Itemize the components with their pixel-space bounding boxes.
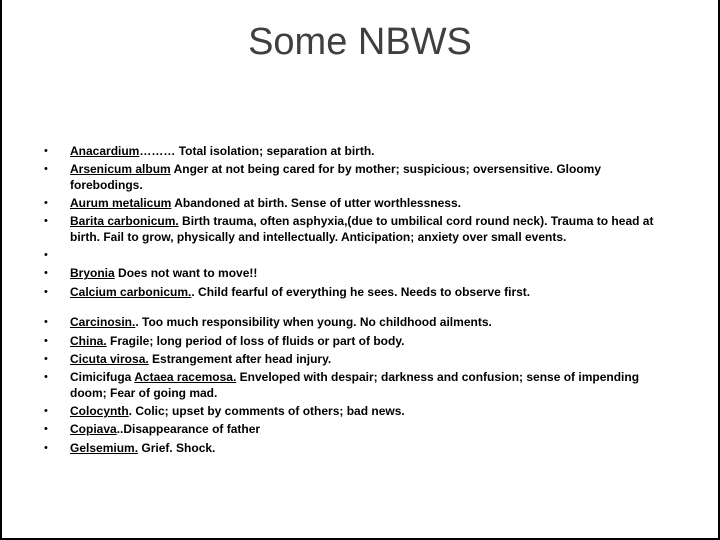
remedy-name: Anacardium (70, 143, 140, 158)
bullet-marker: • (44, 196, 48, 209)
remedy-name: Bryonia (70, 266, 115, 281)
remedy-name: Carcinosin. (70, 315, 136, 330)
list-item (2, 404, 718, 419)
remedy-description: ..Disappearance of father (116, 422, 261, 437)
bullet-marker: • (44, 215, 48, 228)
slide-title: Some NBWS (248, 21, 472, 63)
bullet-marker: • (44, 371, 48, 384)
remedy-name: Arsenicum album (70, 162, 171, 177)
list-item (2, 422, 718, 437)
list-item (2, 144, 718, 159)
remedy-description: Estrangement after head injury. (148, 351, 332, 366)
list-item (2, 441, 718, 456)
list-item-text (70, 334, 404, 349)
remedy-description: Does not want to move!! (114, 266, 258, 281)
bullet-marker: • (44, 441, 48, 454)
remedy-description: Fragile; long period of loss of fluids or part of body. (106, 333, 405, 348)
remedy-name: Aurum metalicum (70, 195, 172, 210)
list-item-text (70, 404, 405, 419)
list-item-text (70, 214, 664, 245)
list-item (2, 334, 718, 349)
remedy-description: ……… Total isolation; separation at birth. (139, 143, 375, 158)
list-item (2, 266, 718, 281)
list-item-text (70, 285, 530, 300)
remedy-name: Gelsemium. (70, 440, 139, 455)
remedy-description: . Too much responsibility when young. No childhood ailments. (135, 315, 492, 330)
list-item-text (70, 352, 331, 367)
remedy-prefix: Cimicifuga (70, 370, 135, 385)
bullet-marker: • (44, 316, 48, 329)
remedy-description: Anger at not being cared for by mother; suspicious; oversensitive. Gloomy forebodings. (70, 162, 602, 192)
remedy-name: China. (70, 333, 107, 348)
list-item (2, 214, 718, 245)
bullet-list (2, 144, 718, 456)
list-item (2, 162, 718, 193)
remedy-description: Abandoned at birth. Sense of utter worthlessness. (171, 195, 461, 210)
list-item-text (70, 144, 374, 159)
remedy-name: Calcium carbonicum. (70, 284, 192, 299)
bullet-marker: • (44, 144, 48, 157)
list-item-text (70, 162, 664, 193)
remedy-description: . Child fearful of everything he sees. Needs to observe first. (191, 284, 531, 299)
list-item-text (70, 422, 260, 437)
list-item-text (70, 315, 492, 330)
remedy-name: Actaea racemosa. (134, 370, 237, 385)
bullet-marker: • (44, 163, 48, 176)
remedy-name: Cicuta virosa. (70, 351, 149, 366)
bullet-marker: • (44, 249, 48, 262)
remedy-description: . Colic; upset by comments of others; bad news. (128, 404, 405, 419)
remedy-name: Colocynth (70, 404, 129, 419)
bullet-marker: • (44, 352, 48, 365)
bullet-marker: • (44, 334, 48, 347)
list-item-text (70, 441, 215, 456)
list-item (2, 248, 718, 263)
remedy-description: Grief. Shock. (138, 440, 216, 455)
list-item (2, 370, 718, 401)
remedy-description: Enveloped with despair; darkness and confusion; sense of impending doom; Fear of going mad. (70, 370, 640, 400)
list-item (2, 196, 718, 211)
bullet-marker: • (44, 285, 48, 298)
remedy-name: Barita carbonicum. (70, 214, 179, 229)
bullet-marker: • (44, 405, 48, 418)
list-item-text (70, 196, 461, 211)
remedy-description: Birth trauma, often asphyxia,(due to umbilical cord round neck). Trauma to head at birth. Fail to grow, physically and intellectually. Anticipation; anxiety over small events. (70, 214, 654, 244)
remedy-name: Copiava (70, 422, 117, 437)
bullet-marker: • (44, 267, 48, 280)
list-item-text (70, 266, 257, 281)
list-item (2, 285, 718, 300)
bullet-marker: • (44, 423, 48, 436)
list-item (2, 315, 718, 330)
list-item (2, 352, 718, 367)
list-item-text (70, 370, 664, 401)
